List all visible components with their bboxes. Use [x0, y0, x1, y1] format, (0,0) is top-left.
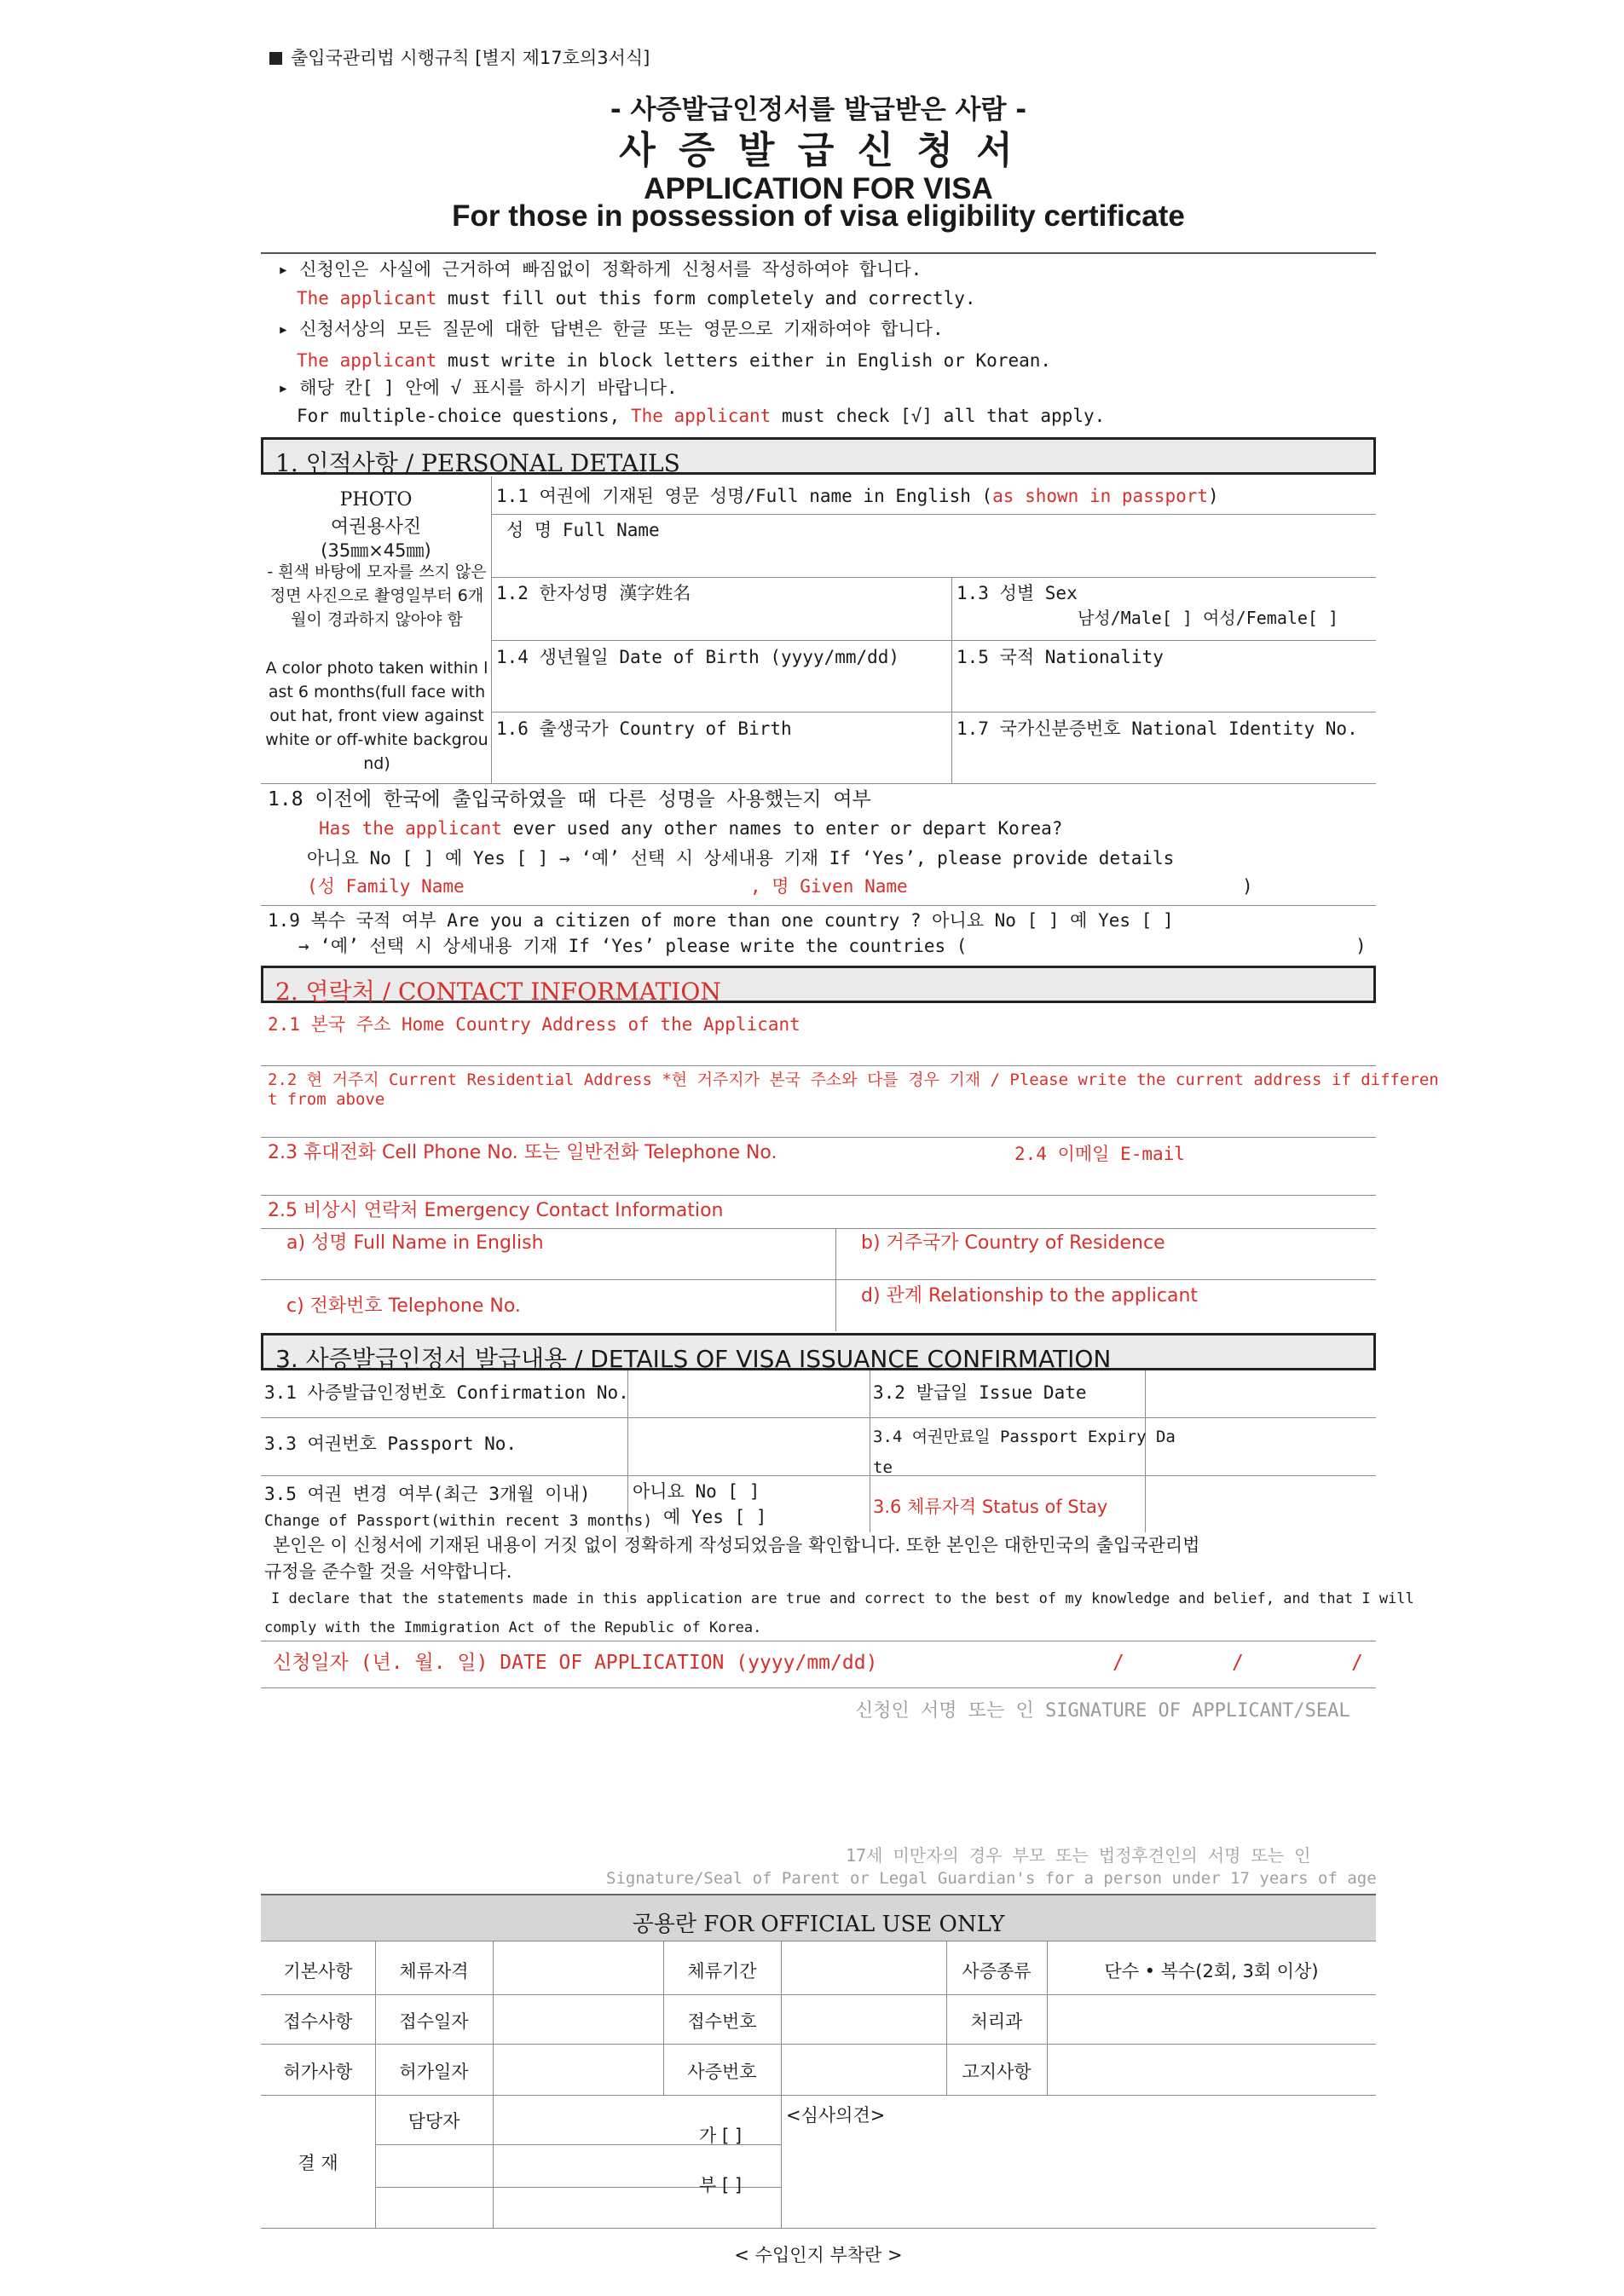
- official-review-opinion[interactable]: <심사의견>: [786, 2105, 886, 2126]
- instruction-1-ko: ▸ 신청인은 사실에 근거하여 빠짐없이 정확하게 신청서를 작성하여야 합니다.: [278, 259, 922, 280]
- emergency-phone-field[interactable]: c) 전화번호 Telephone No.: [286, 1295, 521, 1317]
- grid-line: [261, 1065, 1376, 1066]
- photo-note-en: A color photo taken within last 6 months(full face without hat, front view against white or off-white background): [265, 659, 488, 773]
- instruction-3-ko: ▸ 해당 칸[ ] 안에 √ 표시를 하시기 바랍니다.: [278, 378, 678, 398]
- official-status-of-stay: 체류자격: [399, 1961, 469, 1982]
- date-slash[interactable]: /: [1113, 1652, 1124, 1674]
- declaration-en-1: I declare that the statements made in this application are true and correct to the best of my knowledge and belief, and that I will: [271, 1590, 1414, 1607]
- instruction-3-en: For multiple-choice questions, The applicant must check [√] all that apply.: [297, 406, 1106, 426]
- grid-line: [493, 1941, 494, 2228]
- date-slash[interactable]: /: [1232, 1652, 1244, 1674]
- paren-close: ): [1355, 936, 1367, 956]
- official-approval: 결 재: [298, 2153, 338, 2173]
- field-3-2-issue-date[interactable]: 3.2 발급일 Issue Date: [873, 1382, 1087, 1403]
- passport-change-yes-checkbox[interactable]: 예 Yes [ ]: [663, 1507, 767, 1527]
- photo-divider: [491, 476, 492, 783]
- declaration-en-2: comply with the Immigration Act of the Republic of Korea.: [264, 1619, 762, 1636]
- photo-label: PHOTO: [339, 489, 413, 511]
- grid-line: [375, 1941, 376, 2228]
- field-1-9-countries[interactable]: → ‘예’ 선택 시 상세내용 기재 If ‘Yes’ please write the countries (: [298, 936, 968, 956]
- official-approve-checkbox[interactable]: 가 [ ]: [699, 2126, 743, 2146]
- emergency-relationship-field[interactable]: d) 관계 Relationship to the applicant: [861, 1285, 1199, 1307]
- field-1-6-country-of-birth[interactable]: 1.6 출생국가 Country of Birth: [496, 718, 792, 739]
- official-period-of-stay: 체류기간: [687, 1961, 757, 1982]
- field-1-9-dual-citizenship[interactable]: 1.9 복수 국적 여부 Are you a citizen of more than one country ? 아니요 No [ ] 예 Yes [ ]: [268, 910, 1174, 931]
- guardian-signature-en[interactable]: Signature/Seal of Parent or Legal Guardian's for a person under 17 years of age: [606, 1869, 1377, 1888]
- previous-family-name-field[interactable]: (성 Family Name: [307, 876, 465, 897]
- grid-line: [491, 514, 1376, 515]
- field-3-3-passport-no[interactable]: 3.3 여권번호 Passport No.: [264, 1434, 517, 1454]
- declaration-ko-1: 본인은 이 신청서에 기재된 내용이 거짓 없이 정확하게 작성되었음을 확인합니다. 또한 본인은 대한민국의 출입국관리법: [273, 1535, 1200, 1555]
- official-permit-info: 허가사항: [283, 2062, 353, 2082]
- official-processing-dept: 처리과: [970, 2011, 1023, 2032]
- field-1-1-label: 1.1 여권에 기재된 영문 성명/Full name in English (as shown in passport): [496, 486, 1219, 506]
- subtitle-ko: - 사증발급인정서를 발급받은 사람 -: [610, 95, 1027, 125]
- date-slash[interactable]: /: [1351, 1652, 1363, 1674]
- grid-line: [261, 1687, 1376, 1688]
- official-person-in-charge: 담당자: [407, 2111, 460, 2132]
- field-1-8-options[interactable]: 아니요 No [ ] 예 Yes [ ] → ‘예’ 선택 시 상세내용 기재 If ‘Yes’, please provide details: [307, 848, 1175, 868]
- applicant-signature[interactable]: 신청인 서명 또는 인 SIGNATURE OF APPLICANT/SEAL: [855, 1700, 1350, 1722]
- photo-label-ko: 여권용사진: [330, 516, 422, 538]
- triangle-bullet-icon: ▸: [278, 378, 300, 398]
- field-1-8-english: Has the applicant ever used any other names to enter or depart Korea?: [319, 818, 1063, 839]
- field-1-4-date-of-birth[interactable]: 1.4 생년월일 Date of Birth (yyyy/mm/dd): [496, 647, 900, 667]
- grid-line: [261, 2228, 1376, 2229]
- field-1-2-chinese-name[interactable]: 1.2 한자성명 漢字姓名: [496, 583, 691, 603]
- grid-line: [261, 1195, 1376, 1196]
- grid-line: [261, 1994, 1376, 1995]
- grid-line: [261, 783, 1376, 784]
- grid-line: [261, 1279, 1376, 1280]
- square-bullet-icon: [269, 52, 282, 65]
- full-name-field[interactable]: 성 명 Full Name: [506, 520, 660, 540]
- emergency-name-field[interactable]: a) 성명 Full Name in English: [286, 1232, 544, 1254]
- grid-line: [261, 1475, 1376, 1476]
- grid-line: [261, 905, 1376, 906]
- application-date-label: 신청일자 (년. 월. 일) DATE OF APPLICATION (yyyy/mm/dd): [273, 1652, 878, 1674]
- official-receipt-date: 접수일자: [399, 2011, 469, 2032]
- grid-line: [261, 2044, 1376, 2045]
- field-1-3-sex: 1.3 성별 Sex: [956, 583, 1078, 603]
- instruction-1-en: The applicant must fill out this form completely and correctly.: [297, 288, 976, 309]
- instruction-2-ko: ▸ 신청서상의 모든 질문에 대한 답변은 한글 또는 영문으로 기재하여야 합니다.: [278, 319, 944, 339]
- grid-line: [951, 577, 952, 783]
- field-3-5-passport-change: 3.5 여권 변경 여부(최근 3개월 이내) Change of Passport(within recent 3 months): [264, 1484, 653, 1530]
- field-3-1-confirmation-no[interactable]: 3.1 사증발급인정번호 Confirmation No.: [264, 1382, 629, 1403]
- grid-line: [491, 640, 1376, 641]
- field-2-4-email[interactable]: 2.4 이메일 E-mail: [1014, 1144, 1185, 1164]
- field-1-7-national-id[interactable]: 1.7 국가신분증번호 National Identity No.: [956, 718, 1358, 739]
- grid-line: [261, 2095, 1376, 2096]
- triangle-bullet-icon: ▸: [278, 259, 300, 280]
- form-code: 출입국관리법 시행규칙 [별지 제17호의3서식]: [269, 44, 650, 70]
- sex-checkboxes[interactable]: 남성/Male[ ] 여성/Female[ ]: [1078, 608, 1339, 628]
- field-2-5-emergency: 2.5 비상시 연락처 Emergency Contact Information: [268, 1200, 724, 1221]
- grid-line: [491, 577, 1376, 578]
- grid-line: [261, 1417, 1376, 1418]
- official-basic-info: 기본사항: [283, 1961, 353, 1982]
- field-2-2-current-address[interactable]: 2.2 현 거주지 Current Residential Address *현 거주지가 본국 주소와 다를 경우 기재 / Please write the current address if differen t from above: [268, 1070, 1439, 1109]
- grid-line: [781, 1941, 782, 2228]
- official-receipt-no: 접수번호: [687, 2011, 757, 2032]
- field-1-5-nationality[interactable]: 1.5 국적 Nationality: [956, 647, 1164, 667]
- photo-size: (35㎜×45㎜): [321, 540, 431, 561]
- previous-given-name-field[interactable]: , 명 Given Name: [750, 876, 908, 897]
- section-1-header: 1. 인적사항 / PERSONAL DETAILS: [261, 437, 1376, 475]
- official-visa-no: 사증번호: [687, 2062, 757, 2082]
- photo-note-ko: - 흰색 바탕에 모자를 쓰지 않은 정면 사진으로 촬영일부터 6개월이 경과하지 않아야 함: [267, 562, 487, 629]
- revenue-stamp-area: < 수입인지 부착란 >: [734, 2245, 903, 2265]
- triangle-bullet-icon: ▸: [278, 319, 300, 339]
- official-visa-type: 사증종류: [962, 1961, 1032, 1982]
- section-2-header: 2. 연락처 / CONTACT INFORMATION: [261, 966, 1376, 1003]
- field-2-3-phone[interactable]: 2.3 휴대전화 Cell Phone No. 또는 일반전화 Telephone No.: [268, 1142, 777, 1163]
- header-divider: [261, 252, 1376, 254]
- paren-close: ): [1242, 876, 1253, 897]
- grid-line: [261, 1228, 1376, 1229]
- field-3-4-passport-expiry[interactable]: 3.4 여권만료일 Passport Expiry Da te: [873, 1428, 1176, 1477]
- field-3-6-status-of-stay[interactable]: 3.6 체류자격 Status of Stay: [873, 1497, 1108, 1517]
- instruction-2-en: The applicant must write in block letters either in English or Korean.: [297, 350, 1052, 371]
- official-notice: 고지사항: [962, 2062, 1032, 2082]
- official-single-multiple: 단수 • 복수(2회, 3회 이상): [1104, 1961, 1319, 1982]
- section-3-header: 3. 사증발급인정서 발급내용 / DETAILS OF VISA ISSUANCE CONFIRMATION: [261, 1333, 1376, 1370]
- official-permit-date: 허가일자: [399, 2062, 469, 2082]
- official-use-header: 공용란 FOR OFFICIAL USE ONLY: [261, 1894, 1376, 1941]
- emergency-country-field[interactable]: b) 거주국가 Country of Residence: [861, 1232, 1165, 1254]
- official-receipt-info: 접수사항: [283, 2011, 353, 2032]
- passport-change-no-checkbox[interactable]: 아니요 No [ ]: [633, 1481, 760, 1502]
- declaration-ko-2: 규정을 준수할 것을 서약합니다.: [264, 1561, 512, 1582]
- subtitle-en: For those in possession of visa eligibility certificate: [452, 199, 1185, 233]
- title-en: APPLICATION FOR VISA: [644, 172, 993, 205]
- grid-line: [261, 1137, 1376, 1138]
- field-1-8-question: 1.8 이전에 한국에 출입국하였을 때 다른 성명을 사용했는지 여부: [268, 788, 871, 811]
- field-2-1-home-address[interactable]: 2.1 본국 주소 Home Country Address of the Applicant: [268, 1014, 800, 1035]
- guardian-signature-ko[interactable]: 17세 미만자의 경우 부모 또는 법정후견인의 서명 또는 인: [846, 1845, 1311, 1866]
- title-ko: 사 증 발 급 신 청 서: [619, 129, 1018, 172]
- official-reject-checkbox[interactable]: 부 [ ]: [699, 2175, 743, 2195]
